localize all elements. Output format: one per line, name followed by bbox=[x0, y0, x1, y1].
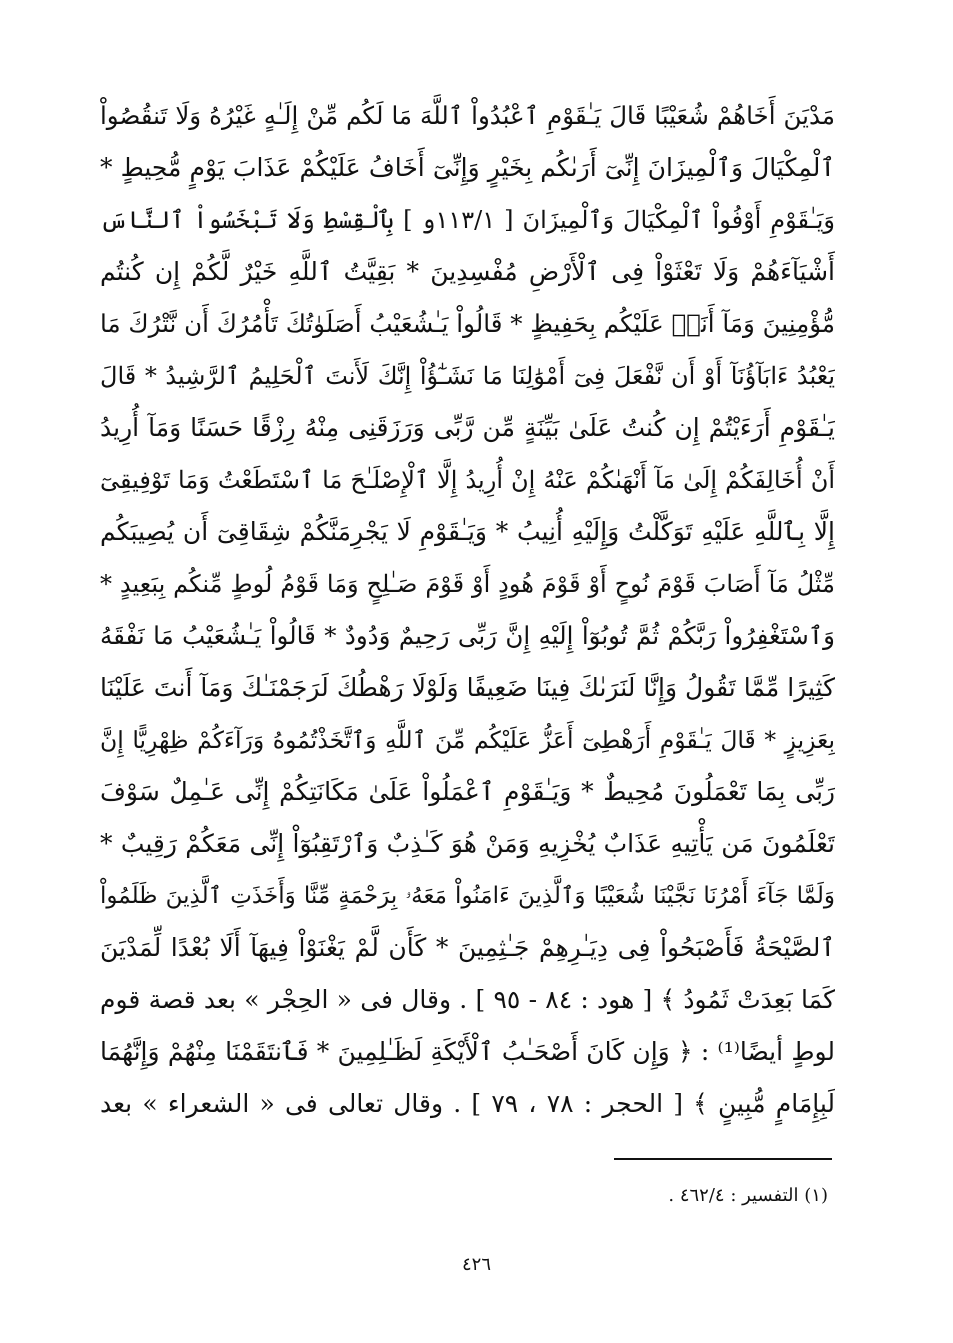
text-line: يَعْبُدُ ءَابَآؤُنَآ أَوْ أَن نَّفْعَلَ فِىٓ أَمْوَٰلِنَا مَا نَشَـٰٓؤُاْ إِنَّكَ لَأَنتَ ٱلْحَلِيمُ ٱلرَّشِيدُ * قَالَ bbox=[100, 362, 835, 390]
text-line: رَبِّى بِمَا تَعْمَلُونَ مُحِيطٌ * وَيَـٰقَوْمِ ٱعْمَلُواْ عَلَىٰ مَكَانَتِكُمْ إِنِّى عَـٰمِلٌ سَوْفَ bbox=[100, 777, 835, 806]
footnote: (١) التفسير : ٤٦٢/٤ . bbox=[668, 1185, 828, 1206]
text-line: يَـٰقَوْمِ أَرَءَيْتُمْ إِن كُنتُ عَلَىٰ بَيِّنَةٍ مِّن رَّبِّى وَرَزَقَنِى مِنْهُ رِزْقًا حَسَنًا وَمَآ أُرِيدُ bbox=[100, 413, 835, 442]
text-line: أَنْ أُخَالِفَكُمْ إِلَىٰ مَآ أَنْهَىٰكُمْ عَنْهُ إِنْ أُرِيدُ إِلَّا ٱلْإِصْلَـٰحَ مَا ٱسْتَطَعْتُ وَمَا تَوْفِيقِىٓ bbox=[100, 466, 835, 494]
text-line: كَمَا بَعِدَتْ ثَمُودُ ﴾ [ هود : ٨٤ - ٩٥ ] . وقال فى « الحِجْر » بعد قصة قوم bbox=[100, 985, 835, 1014]
text-line: بِعَزِيزٍ * قَالَ يَـٰقَوْمِ أَرَهْطِىٓ أَعَزُّ عَلَيْكُم مِّنَ ٱللَّهِ وَٱتَّخَذْتُمُوهُ وَرَآءَكُمْ ظِهْرِيًّا إِنَّ bbox=[100, 726, 835, 754]
text-line: لَبِإِمَامٍ مُّبِينٍ ﴾ [ الحجر : ٧٨ ، ٧٩ ] . وقال تعالى فى « الشعراء » بعد bbox=[100, 1089, 835, 1118]
text-line: ٱلْمِكْيَالَ وَٱلْمِيزَانَ إِنِّىٓ أَرَىٰكُم بِخَيْرٍ وَإِنِّىٓ أَخَافُ عَلَيْكُمْ عَذَابَ يَوْمٍ مُّحِيطٍ * bbox=[100, 153, 835, 182]
text-line: لوطٍ أيضًا⁽¹⁾ : ﴿ وَإِن كَانَ أَصْحَـٰبُ ٱلْأَيْكَةِ لَظَـٰلِمِينَ * فَٱنتَقَمْنَا مِنْهُمْ وَإِنَّهُمَا bbox=[100, 1037, 835, 1066]
main-text-block bbox=[100, 90, 835, 1130]
footnote-divider bbox=[614, 1158, 832, 1160]
text-line: مَدْيَنَ أَخَاهُمْ شُعَيْبًا قَالَ يَـٰقَوْمِ ٱعْبُدُواْ ٱللَّهَ مَا لَكُم مِّنْ إِلَـٰهٍ غَيْرُهُ وَلَا تَنقُصُواْ bbox=[100, 101, 835, 130]
text-line: أَشْيَآءَهُمْ وَلَا تَعْثَوْاْ فِى ٱلْأَرْضِ مُفْسِدِينَ * بَقِيَّتُ ٱللَّهِ خَيْرٌ لَّكُمْ إِن كُنتُم bbox=[100, 257, 835, 286]
text-line: مُّؤْمِنِينَ وَمَآ أَنَا۠ عَلَيْكُم بِحَفِيظٍ * قَالُواْ يَـٰشُعَيْبُ أَصَلَوٰتُكَ تَأْمُرُكَ أَن نَّتْرُكَ مَا bbox=[100, 309, 835, 338]
text-line: تَعْلَمُونَ مَن يَأْتِيهِ عَذَابٌ يُخْزِيهِ وَمَنْ هُوَ كَـٰذِبٌ وَٱرْتَقِبُوٓاْ إِنِّى مَعَكُمْ رَقِيبٌ * bbox=[100, 829, 835, 858]
text-line: مِّثْلُ مَآ أَصَابَ قَوْمَ نُوحٍ أَوْ قَوْمَ هُودٍ أَوْ قَوْمَ صَـٰلِحٍ وَمَا قَوْمُ لُوطٍ مِّنكُم بِبَعِيدٍ * bbox=[100, 570, 835, 598]
text-line: ٱلصَّيْحَةُ فَأَصْبَحُواْ فِى دِيَـٰرِهِمْ جَـٰثِمِينَ * كَأَن لَّمْ يَغْنَوْاْ فِيهَآ أَلَا بُعْدًا لِّمَدْيَنَ bbox=[100, 933, 835, 962]
text-line: وَيَـٰقَوْمِ أَوْفُواْ ٱلْمِكْيَالَ وَٱلْمِيزَانَ [ ١١٣/١و ] بِٱلْقِسْطِ وَلَا تَبْخَسُواْ ٱلنَّاسَ bbox=[100, 206, 835, 234]
page-number: ٤٢٦ bbox=[461, 1254, 491, 1275]
text-line: كَثِيرًا مِّمَّا تَقُولُ وَإِنَّا لَنَرَىٰكَ فِينَا ضَعِيفًا وَلَوْلَا رَهْطُكَ لَرَجَمْنَـٰكَ وَمَآ أَنتَ عَلَيْنَا bbox=[100, 673, 835, 702]
text-line: إِلَّا بِٱللَّهِ عَلَيْهِ تَوَكَّلْتُ وَإِلَيْهِ أُنِيبُ * وَيَـٰقَوْمِ لَا يَجْرِمَنَّكُمْ شِقَاقِىٓ أَن يُصِيبَكُم bbox=[100, 517, 835, 546]
text-line: وَلَمَّا جَآءَ أَمْرُنَا نَجَّيْنَا شُعَيْبًا وَٱلَّذِينَ ءَامَنُواْ مَعَهُۥ بِرَحْمَةٍ مِّنَّا وَأَخَذَتِ ٱلَّذِينَ ظَلَمُواْ bbox=[100, 883, 835, 909]
text-line: وَٱسْتَغْفِرُواْ رَبَّكُمْ ثُمَّ تُوبُوٓاْ إِلَيْهِ إِنَّ رَبِّى رَحِيمٌ وَدُودٌ * قَالُواْ يَـٰشُعَيْبُ مَا نَفْقَهُ bbox=[100, 621, 835, 650]
